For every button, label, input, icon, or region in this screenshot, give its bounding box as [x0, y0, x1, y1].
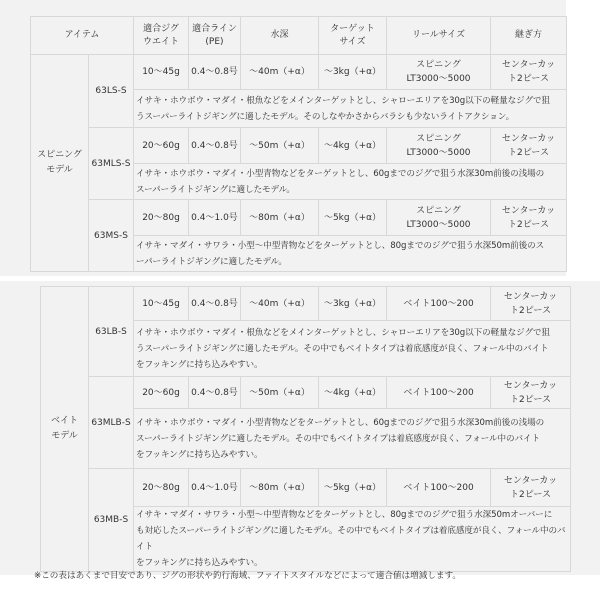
model-name: 63MLS-S — [89, 128, 134, 200]
depth-value: 〜40m（+α） — [241, 55, 319, 90]
table-row — [31, 128, 567, 164]
header-joint: 継ぎ方 — [491, 17, 567, 55]
model-description: イサキ・ホウボウ・マダイ・根魚などをメインターゲットとし、シャローエリアを30g以下の軽量なジグで狙 うスーパーライトジギングに適したモデル。その中でもベイトタイプは着底感度が良く、フォール中のバイト をフッキングに持ち込みやすい。 — [134, 321, 571, 377]
reel-size: ベイト100〜200 — [387, 287, 491, 321]
joint-type: センターカッ ト2ピース — [491, 469, 571, 507]
depth-value: 〜50m（+α） — [241, 377, 319, 409]
model-name: 63LS-S — [89, 55, 134, 128]
joint-type: センターカッ ト2ピース — [491, 128, 567, 164]
depth-value: 〜80m（+α） — [241, 200, 319, 236]
header-depth: 水深 — [241, 17, 319, 55]
model-name: 63LB-S — [89, 287, 134, 377]
jig-weight: 10〜45g — [134, 55, 189, 90]
model-name: 63MS-S — [89, 200, 134, 272]
model-description: イサキ・マダイ・サワラ・小型〜中型青物などをターゲットとし、80gまでのジグで狙う水深50m前後のス ーパーライトジギングに適したモデル。 — [134, 236, 567, 272]
depth-value: 〜40m（+α） — [241, 287, 319, 321]
target-size: 〜4kg（+α） — [319, 377, 387, 409]
header-target-size: ターゲット サイズ — [319, 17, 387, 55]
header-reel-size: リールサイズ — [387, 17, 491, 55]
model-description: イサキ・マダイ・サワラ・小型〜中型青物などをターゲットとし、80gまでのジグで狙う水深50mオーバーに も対応したスーパーライトジギングに適したモデル。その中でもベイトタイプは着底感度が良く、フォール中のバイト をフッキングに持ち込みやすい。 — [134, 507, 571, 572]
line-rating: 0.4〜0.8号 — [189, 55, 241, 90]
table-row — [41, 469, 571, 507]
bait-spec-table — [40, 286, 571, 572]
joint-type: センターカッ ト2ピース — [491, 55, 567, 90]
reel-size: スピニング LT3000〜5000 — [387, 128, 491, 164]
model-description: イサキ・ホウボウ・マダイ・小型青物などをターゲットとし、60gまでのジグで狙う水深30m前後の浅場の スーパーライトジギングに適したモデル。その中でもベイトタイプは着底感度が良く、フォール中のバイト をフッキングに持ち込みやすい。 — [134, 409, 571, 469]
jig-weight: 10〜45g — [134, 287, 189, 321]
reel-size: スピニング LT3000〜5000 — [387, 55, 491, 90]
target-size: 〜3kg（+α） — [319, 55, 387, 90]
model-description: イサキ・ホウボウ・マダイ・小型青物などをターゲットとし、60gまでのジグで狙う水深30m前後の浅場の スーパーライトジギングに適したモデル。 — [134, 164, 567, 200]
reel-size: ベイト100〜200 — [387, 377, 491, 409]
header-line: 適合ライン (PE) — [189, 17, 241, 55]
reel-size: ベイト100〜200 — [387, 469, 491, 507]
table-row — [41, 377, 571, 409]
target-size: 〜4kg（+α） — [319, 128, 387, 164]
header-jig-weight: 適合ジグ ウエイト — [134, 17, 189, 55]
joint-type: センターカッ ト2ピース — [491, 200, 567, 236]
line-rating: 0.4〜1.0号 — [189, 469, 241, 507]
header-item: アイテム — [31, 17, 134, 55]
reel-size: スピニング LT3000〜5000 — [387, 200, 491, 236]
line-rating: 0.4〜0.8号 — [189, 377, 241, 409]
target-size: 〜5kg（+α） — [319, 469, 387, 507]
line-rating: 0.4〜0.8号 — [189, 287, 241, 321]
jig-weight: 20〜60g — [134, 128, 189, 164]
table-row — [31, 200, 567, 236]
category-bait: ベイト モデル — [41, 287, 89, 572]
spinning-spec-table — [30, 16, 567, 272]
joint-type: センターカッ ト2ピース — [491, 287, 571, 321]
footnote: ※この表はあくまで目安であり、ジグの形状や釣行海域、ファイトスタイルなどによって適合値は増減します。 — [34, 571, 462, 581]
line-rating: 0.4〜1.0号 — [189, 200, 241, 236]
header-row — [31, 17, 567, 55]
target-size: 〜5kg（+α） — [319, 200, 387, 236]
depth-value: 〜50m（+α） — [241, 128, 319, 164]
table-row — [41, 287, 571, 321]
joint-type: センターカッ ト2ピース — [491, 377, 571, 409]
table-row — [31, 55, 567, 90]
jig-weight: 20〜80g — [134, 469, 189, 507]
target-size: 〜3kg（+α） — [319, 287, 387, 321]
depth-value: 〜80m（+α） — [241, 469, 319, 507]
jig-weight: 20〜80g — [134, 200, 189, 236]
model-description: イサキ・ホウボウ・マダイ・根魚などをメインターゲットとし、シャローエリアを30g以下の軽量なジグで狙 うスーパーライトジギングに適したモデル。そのしなやかさからバラシも少ないライトアクション。 — [134, 90, 567, 128]
model-name: 63MB-S — [89, 469, 134, 572]
line-rating: 0.4〜0.8号 — [189, 128, 241, 164]
jig-weight: 20〜60g — [134, 377, 189, 409]
category-spinning: スピニング モデル — [31, 55, 89, 272]
model-name: 63MLB-S — [89, 377, 134, 469]
